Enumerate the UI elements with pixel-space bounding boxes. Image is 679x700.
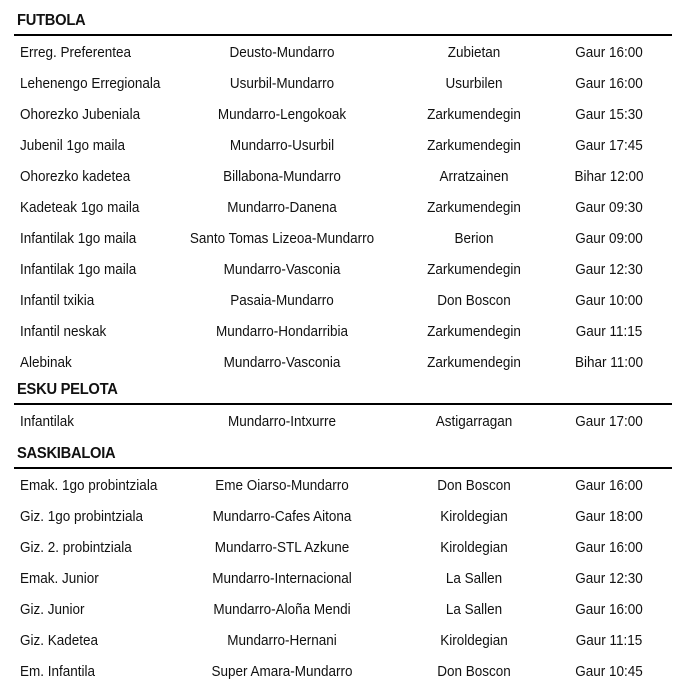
- schedule-table: [0, 406, 679, 437]
- category-cell: Kadeteak 1go maila: [20, 199, 140, 216]
- table-row: [0, 532, 679, 563]
- time-cell: Gaur 12:30: [575, 261, 643, 278]
- time-cell: Gaur 09:00: [575, 230, 643, 247]
- match-cell: Billabona-Mundarro: [223, 168, 341, 185]
- time-cell: Gaur 10:00: [575, 292, 643, 309]
- venue-cell: Zarkumendegin: [427, 199, 521, 216]
- venue-cell: Don Boscon: [437, 292, 511, 309]
- category-cell: Infantilak: [20, 413, 75, 430]
- category-cell: Ohorezko kadetea: [20, 168, 131, 185]
- time-cell: Gaur 10:45: [575, 663, 643, 680]
- time-cell: Gaur 16:00: [575, 477, 643, 494]
- match-cell: Santo Tomas Lizeoa-Mundarro: [189, 230, 375, 247]
- category-cell: Infantil neskak: [20, 323, 107, 340]
- match-cell: Eme Oiarso-Mundarro: [215, 477, 349, 494]
- match-cell: Mundarro-Hernani: [227, 632, 337, 649]
- match-cell: Mundarro-Lengokoak: [217, 106, 347, 123]
- match-cell: Mundarro-Usurbil: [229, 137, 335, 154]
- venue-cell: Zarkumendegin: [427, 354, 521, 371]
- category-cell: Emak. 1go probintziala: [20, 477, 158, 494]
- table-row: [0, 501, 679, 532]
- venue-cell: Berion: [454, 230, 494, 247]
- venue-cell: Don Boscon: [437, 663, 511, 680]
- table-row: [0, 316, 679, 347]
- category-cell: Infantil txikia: [20, 292, 95, 309]
- time-cell: Gaur 12:30: [575, 570, 643, 587]
- table-row: [0, 254, 679, 285]
- table-row: [0, 347, 679, 378]
- section-title: SASKIBALOIA: [17, 445, 116, 462]
- category-cell: Giz. Junior: [20, 601, 85, 618]
- table-row: [0, 161, 679, 192]
- category-cell: Giz. Kadetea: [20, 632, 99, 649]
- match-cell: Mundarro-Intxurre: [227, 413, 337, 430]
- category-cell: Em. Infantila: [20, 663, 96, 680]
- venue-cell: La Sallen: [445, 601, 503, 618]
- venue-cell: Zarkumendegin: [427, 106, 521, 123]
- time-cell: Bihar 11:00: [574, 354, 644, 371]
- match-cell: Mundarro-Danena: [227, 199, 337, 216]
- table-row: [0, 130, 679, 161]
- venue-cell: Arratzainen: [439, 168, 509, 185]
- venue-cell: Zarkumendegin: [427, 261, 521, 278]
- match-cell: Usurbil-Mundarro: [229, 75, 335, 92]
- venue-cell: Kiroldegian: [440, 508, 508, 525]
- match-cell: Deusto-Mundarro: [229, 44, 335, 61]
- match-cell: Super Amara-Mundarro: [211, 663, 353, 680]
- table-row: [0, 68, 679, 99]
- match-cell: Mundarro-STL Azkune: [214, 539, 350, 556]
- category-cell: Giz. 2. probintziala: [20, 539, 132, 556]
- section-title: FUTBOLA: [17, 12, 86, 29]
- venue-cell: Don Boscon: [437, 477, 511, 494]
- venue-cell: Kiroldegian: [440, 632, 508, 649]
- table-row: [0, 285, 679, 316]
- time-cell: Gaur 11:15: [575, 323, 643, 340]
- table-row: [0, 406, 679, 437]
- time-cell: Gaur 16:00: [575, 539, 643, 556]
- table-row: [0, 192, 679, 223]
- category-cell: Ohorezko Jubeniala: [20, 106, 141, 123]
- venue-cell: Usurbilen: [445, 75, 503, 92]
- match-cell: Mundarro-Vasconia: [223, 261, 341, 278]
- match-cell: Mundarro-Hondarribia: [215, 323, 349, 340]
- category-cell: Erreg. Preferentea: [20, 44, 132, 61]
- section-title: ESKU PELOTA: [17, 381, 118, 398]
- category-cell: Giz. 1go probintziala: [20, 508, 144, 525]
- match-cell: Mundarro-Cafes Aitona: [212, 508, 352, 525]
- table-row: [0, 563, 679, 594]
- category-cell: Emak. Junior: [20, 570, 99, 587]
- venue-cell: Astigarragan: [435, 413, 513, 430]
- table-row: [0, 470, 679, 501]
- category-cell: Alebinak: [20, 354, 72, 371]
- time-cell: Gaur 16:00: [575, 75, 643, 92]
- venue-cell: Kiroldegian: [440, 539, 508, 556]
- category-cell: Jubenil 1go maila: [20, 137, 126, 154]
- section-divider: [14, 403, 672, 405]
- venue-cell: La Sallen: [445, 570, 503, 587]
- time-cell: Gaur 09:30: [575, 199, 643, 216]
- match-cell: Pasaia-Mundarro: [230, 292, 334, 309]
- section-divider: [14, 467, 672, 469]
- venue-cell: Zarkumendegin: [427, 137, 521, 154]
- schedule-table: [0, 37, 679, 378]
- venue-cell: Zubietan: [447, 44, 501, 61]
- venue-cell: Zarkumendegin: [427, 323, 521, 340]
- time-cell: Bihar 12:00: [574, 168, 644, 185]
- category-cell: Infantilak 1go maila: [20, 261, 137, 278]
- table-row: [0, 223, 679, 254]
- time-cell: Gaur 18:00: [575, 508, 643, 525]
- match-cell: Mundarro-Aloña Mendi: [213, 601, 351, 618]
- category-cell: Infantilak 1go maila: [20, 230, 137, 247]
- table-row: [0, 594, 679, 625]
- time-cell: Gaur 16:00: [575, 601, 643, 618]
- match-cell: Mundarro-Vasconia: [223, 354, 341, 371]
- time-cell: Gaur 17:45: [575, 137, 643, 154]
- section-divider: [14, 34, 672, 36]
- schedule-table: [0, 470, 679, 687]
- category-cell: Lehenengo Erregionala: [20, 75, 161, 92]
- time-cell: Gaur 16:00: [575, 44, 643, 61]
- table-row: [0, 656, 679, 687]
- time-cell: Gaur 17:00: [575, 413, 643, 430]
- match-cell: Mundarro-Internacional: [212, 570, 352, 587]
- table-row: [0, 37, 679, 68]
- time-cell: Gaur 11:15: [575, 632, 643, 649]
- table-row: [0, 99, 679, 130]
- time-cell: Gaur 15:30: [575, 106, 643, 123]
- table-row: [0, 625, 679, 656]
